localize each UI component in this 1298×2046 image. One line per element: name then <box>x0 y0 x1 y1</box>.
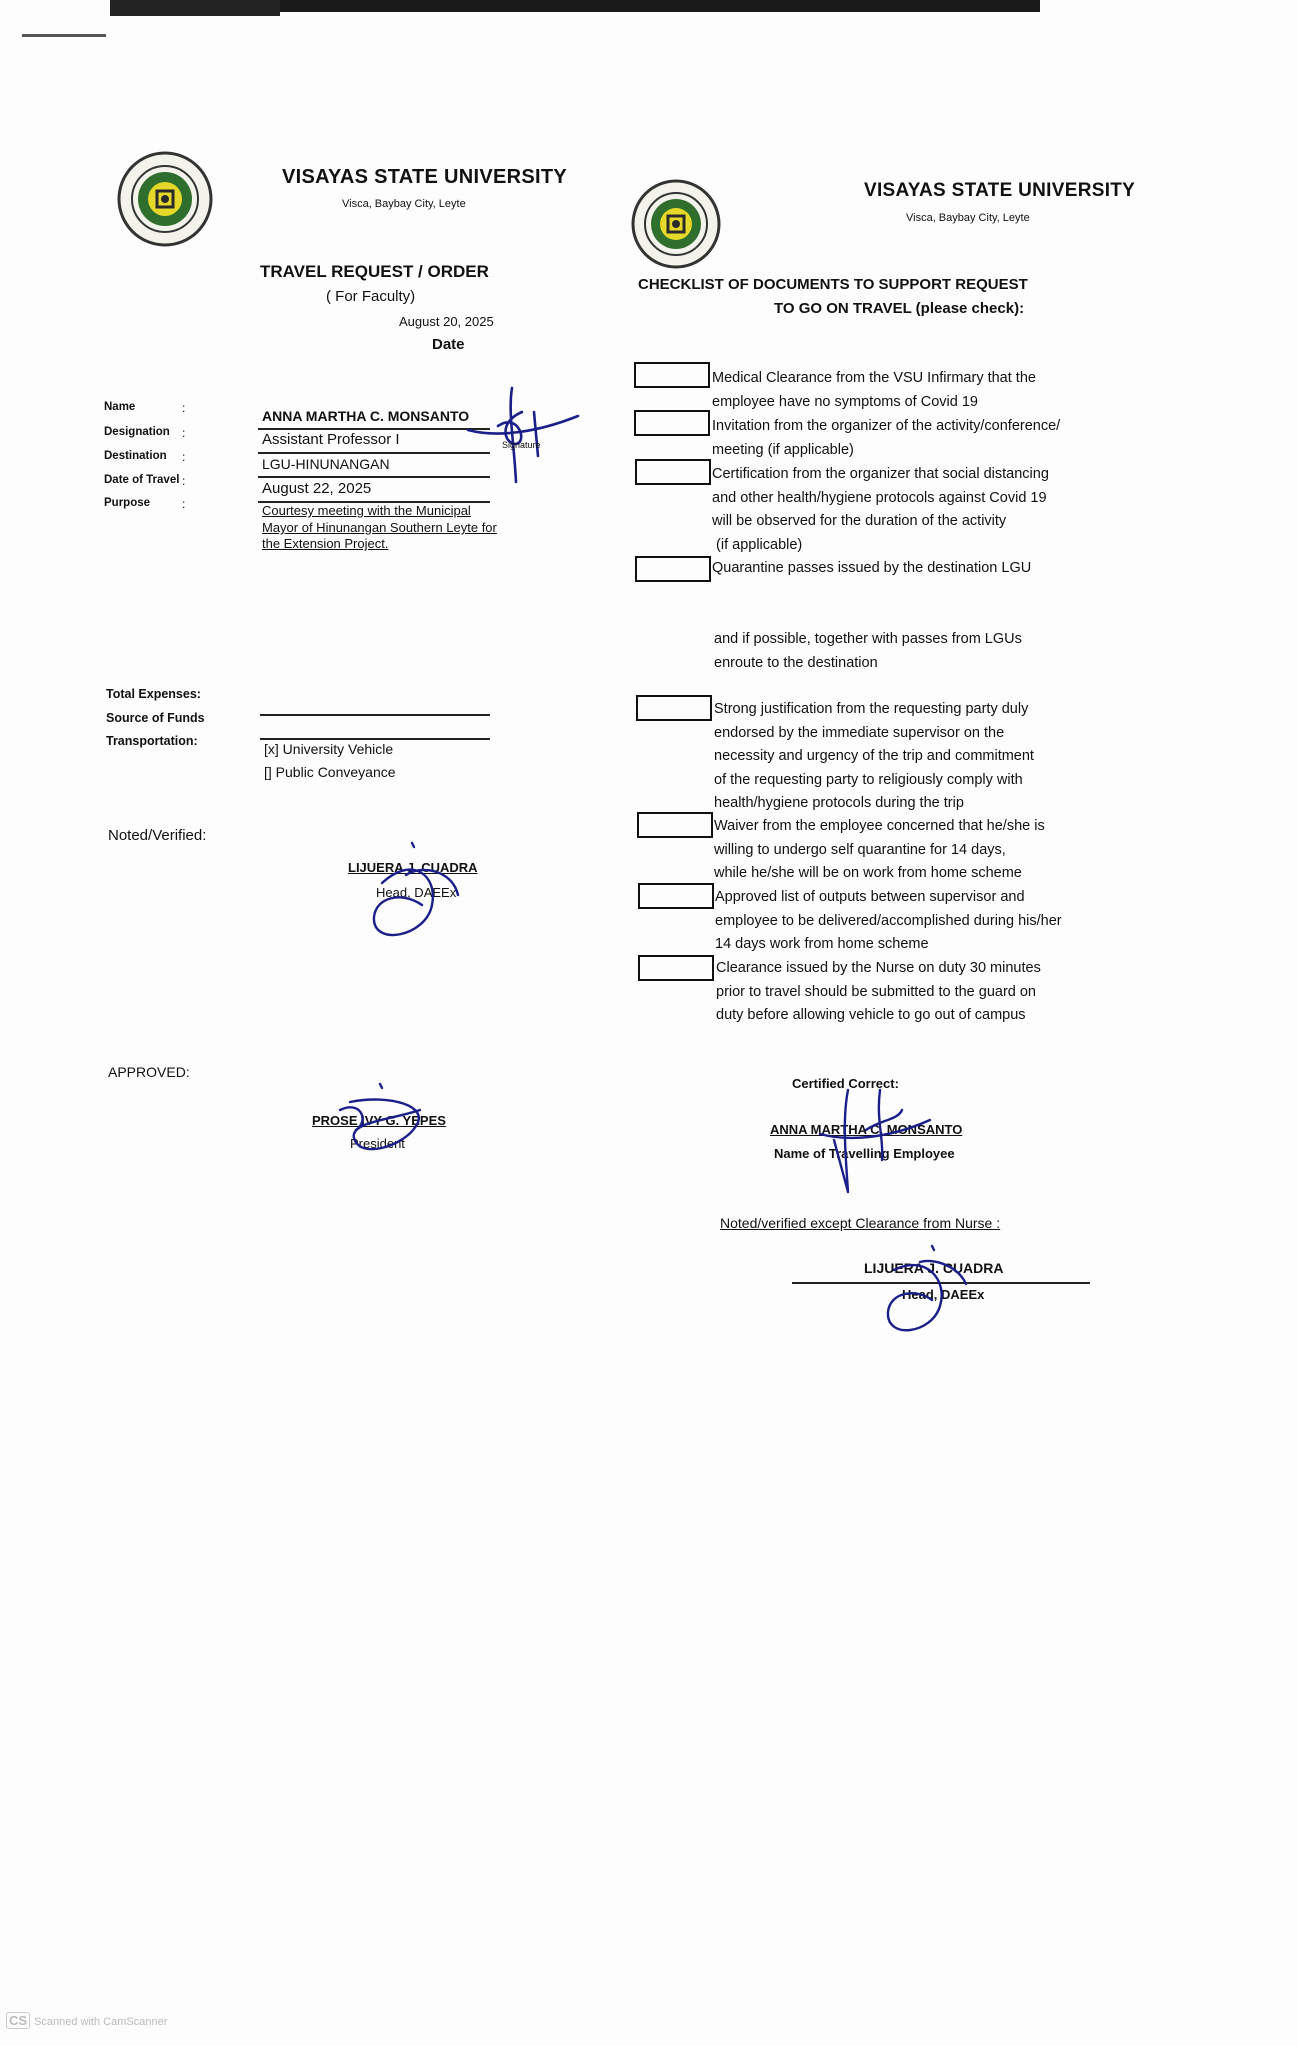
checklist-item-line: and if possible, together with passes from LGUs <box>714 631 1022 647</box>
colon: : <box>182 450 186 464</box>
destination-underline <box>258 476 490 478</box>
university-address: Visca, Baybay City, Leyte <box>342 198 466 210</box>
destination-label: Destination <box>104 450 167 462</box>
colon: : <box>182 426 186 440</box>
checklist-item-line: and other health/hygiene protocols against Covid 19 <box>712 489 1047 506</box>
date-of-travel-label: Date of Travel <box>104 474 180 486</box>
colon: : <box>182 497 186 511</box>
certified-employee-name: ANNA MARTHA C. MONSANTO <box>770 1122 963 1137</box>
scan-top-edge-dark <box>110 0 280 16</box>
university-address: Visca, Baybay City, Leyte <box>906 212 1030 224</box>
checklist-item-line: Approved list of outputs between supervisor and <box>715 889 1025 905</box>
noted-except-nurse-label: Noted/verified except Clearance from Nurse : <box>720 1215 1001 1231</box>
checklist-checkbox[interactable] <box>634 410 710 436</box>
checklist-item-line: will be observed for the duration of the activity <box>712 513 1007 529</box>
checklist-item-line: employee have no symptoms of Covid 19 <box>712 393 978 410</box>
approved-signatory-title: President <box>350 1136 405 1151</box>
colon: : <box>182 474 186 488</box>
checklist-item <box>715 886 1062 957</box>
transport-option-university-vehicle: [x] University Vehicle <box>264 741 394 757</box>
university-seal-icon <box>630 178 722 270</box>
purpose-label: Purpose <box>104 497 151 509</box>
checklist-item-line: meeting (if applicable) <box>712 441 854 458</box>
checklist-item-line: Certification from the organizer that social distancing <box>712 466 1049 482</box>
checklist-title: CHECKLIST OF DOCUMENTS TO SUPPORT REQUEST <box>638 276 1028 293</box>
checklist-item-line: Strong justification from the requesting party duly <box>714 701 1029 717</box>
checklist-item-line: (if applicable) <box>712 536 803 553</box>
checklist-item-line: duty before allowing vehicle to go out of campus <box>716 1007 1026 1023</box>
checklist-title-line2: TO GO ON TRAVEL (please check): <box>774 300 1025 317</box>
checklist-item <box>716 957 1041 1028</box>
checklist-checkbox[interactable] <box>636 695 712 721</box>
form-title: TRAVEL REQUEST / ORDER <box>260 262 489 281</box>
requester-signature <box>458 382 598 492</box>
checklist-item <box>714 698 1034 816</box>
checklist-item <box>714 628 1022 675</box>
noted-verified-label: Noted/Verified: <box>108 827 207 844</box>
designation-value: Assistant Professor I <box>262 431 400 448</box>
checklist-item <box>712 463 1049 557</box>
checklist-checkbox[interactable] <box>635 556 711 582</box>
checklist-item-line: of the requesting party to religiously comply with <box>714 771 1023 788</box>
designation-underline <box>258 452 490 454</box>
checklist-item-line: Quarantine passes issued by the destination LGU <box>712 560 1032 576</box>
colon: : <box>182 401 186 415</box>
checklist-item-line: health/hygiene protocols during the trip <box>714 795 964 811</box>
certified-correct-label: Certified Correct: <box>792 1076 899 1091</box>
checklist-item-line: prior to travel should be submitted to the guard on <box>716 983 1036 1000</box>
name-label: Name <box>104 401 136 413</box>
checklist-checkbox[interactable] <box>638 883 714 909</box>
date-label: Date <box>432 336 465 353</box>
checklist-checkbox[interactable] <box>638 955 714 981</box>
noted-signature-right <box>870 1240 980 1345</box>
checklist-checkbox[interactable] <box>637 812 713 838</box>
scanner-watermark-text: Scanned with CamScanner <box>34 2016 168 2028</box>
checklist-item-line: endorsed by the immediate supervisor on the <box>714 724 1005 741</box>
name-value: ANNA MARTHA C. MONSANTO <box>262 408 470 424</box>
university-name: VISAYAS STATE UNIVERSITY <box>282 166 568 188</box>
form-subtitle: ( For Faculty) <box>326 288 416 305</box>
certified-employee-title: Name of Travelling Employee <box>774 1146 955 1161</box>
employee-signature <box>810 1080 940 1200</box>
checklist-item-line: Invitation from the organizer of the activity/conference/ <box>712 418 1061 434</box>
transportation-label: Transportation: <box>106 734 198 748</box>
checklist-checkbox[interactable] <box>635 459 711 485</box>
checklist-item <box>712 557 1031 581</box>
checklist-item <box>712 367 1036 414</box>
checklist-item <box>714 815 1045 886</box>
camscanner-logo-icon: CS <box>6 2012 30 2029</box>
noted-signatory-name: LIJUERA J. CUADRA <box>348 860 478 875</box>
signature-label: Signature <box>502 440 541 450</box>
source-of-funds-label: Source of Funds <box>106 711 205 725</box>
scan-mark <box>22 34 106 37</box>
date-of-travel-value: August 22, 2025 <box>262 480 372 497</box>
noted-signature <box>362 835 472 950</box>
approved-signatory-name: PROSE IVY G. YEPES <box>312 1113 446 1128</box>
approved-signature <box>320 1080 460 1170</box>
checklist-item-line: necessity and urgency of the trip and commitment <box>714 748 1034 764</box>
university-seal-icon <box>116 150 214 248</box>
scanner-watermark <box>6 2012 167 2029</box>
total-expenses-label: Total Expenses: <box>106 687 201 701</box>
total-expenses-underline <box>260 714 490 716</box>
checklist-checkbox[interactable] <box>634 362 710 388</box>
purpose-line: Mayor of Hinunangan Southern Leyte for <box>262 520 497 535</box>
transport-option-public-conveyance: [] Public Conveyance <box>264 764 396 780</box>
purpose-line: Courtesy meeting with the Municipal <box>262 503 471 518</box>
checklist-item-line: while he/she will be on work from home scheme <box>714 865 1022 881</box>
noted-signatory-title-right: Head, DAEEx <box>902 1287 985 1302</box>
purpose-line: the Extension Project. <box>262 536 389 551</box>
noted-signatory-title: Head, DAEEx <box>376 885 457 900</box>
checklist-item <box>712 415 1060 462</box>
approved-label: APPROVED: <box>108 1064 190 1080</box>
checklist-item-line: 14 days work from home scheme <box>715 936 929 952</box>
noted-signatory-name-right: LIJUERA J. CUADRA <box>864 1260 1004 1276</box>
source-of-funds-underline <box>260 738 490 740</box>
checklist-item-line: Medical Clearance from the VSU Infirmary that the <box>712 370 1036 386</box>
destination-value: LGU-HINUNANGAN <box>262 456 390 472</box>
checklist-item-line: Waiver from the employee concerned that he/she is <box>714 818 1045 834</box>
designation-label: Designation <box>104 426 170 438</box>
checklist-item-line: willing to undergo self quarantine for 14 days, <box>714 841 1006 858</box>
checklist-item-line: employee to be delivered/accomplished during his/her <box>715 912 1062 929</box>
date-value: August 20, 2025 <box>399 314 494 329</box>
checklist-item-line: Clearance issued by the Nurse on duty 30 minutes <box>716 960 1041 976</box>
university-name: VISAYAS STATE UNIVERSITY <box>864 180 1136 201</box>
name-underline <box>258 428 490 430</box>
checklist-item-line: enroute to the destination <box>714 654 878 671</box>
